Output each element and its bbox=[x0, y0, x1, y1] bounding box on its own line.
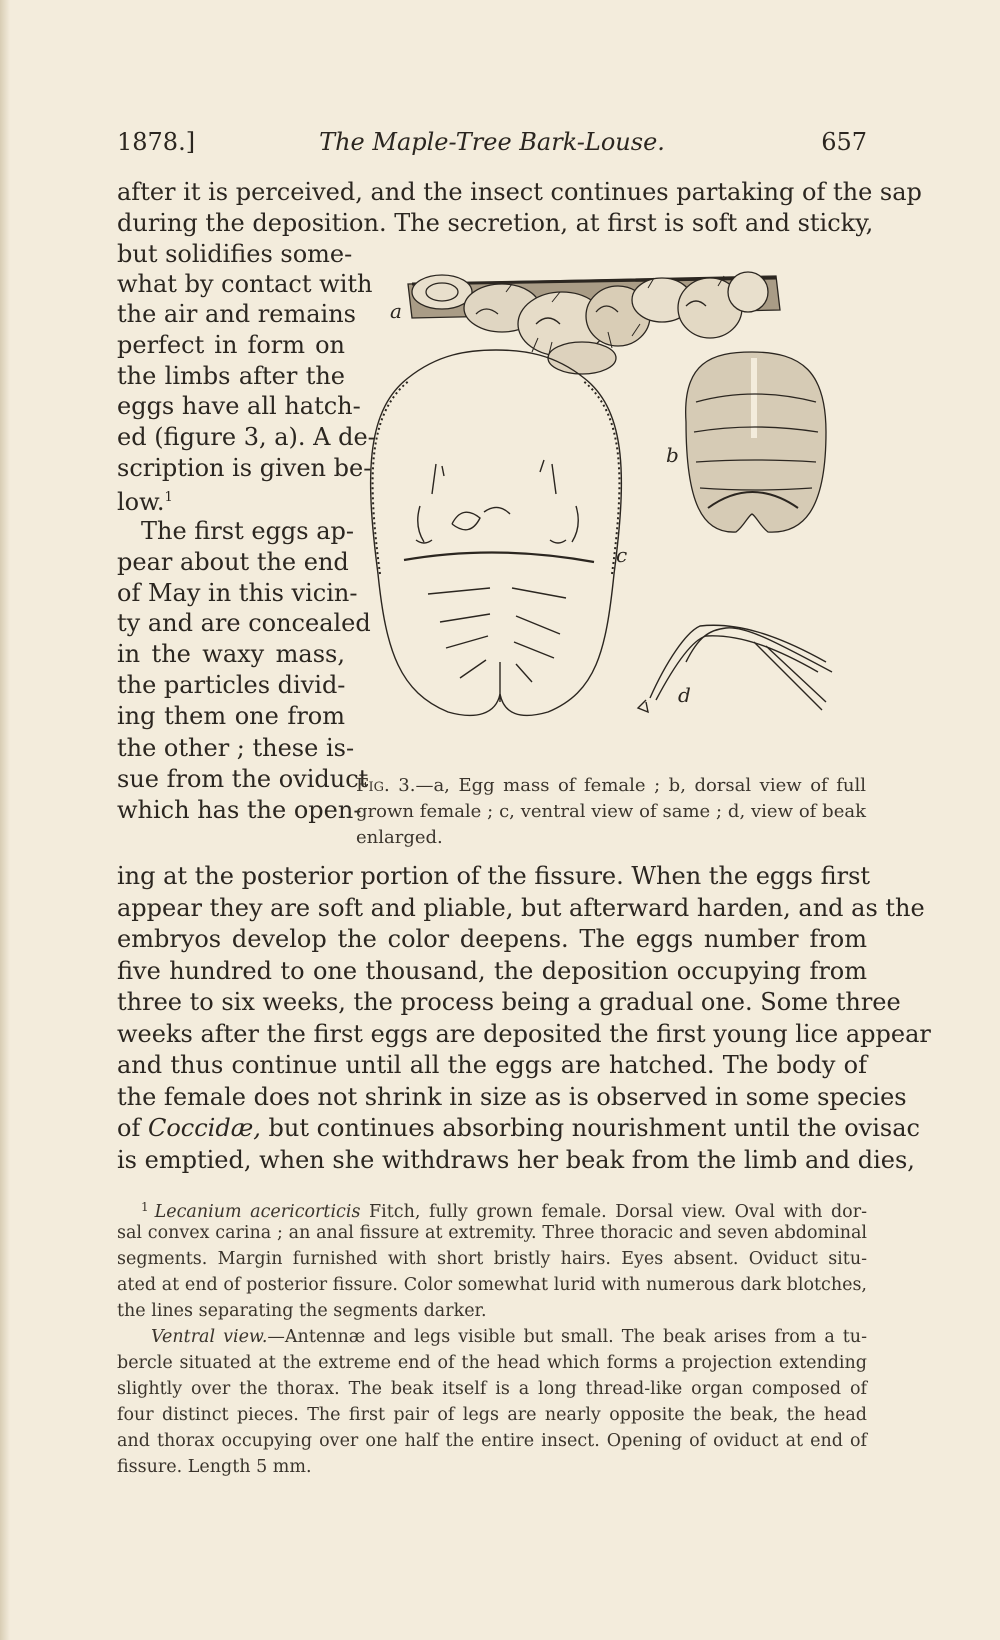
label-c: c bbox=[616, 543, 628, 567]
figure-3 bbox=[356, 262, 866, 762]
wrap-line: The first eggs ap- bbox=[141, 517, 355, 545]
footnote-line: sal convex carina ; an anal fissure at extremity. Three thoracic and seven abdominal bbox=[117, 1223, 867, 1243]
label-d: d bbox=[678, 683, 691, 707]
footnote-line: and thorax occupying over one half the entire insect. Opening of oviduct at end of bbox=[117, 1431, 867, 1451]
wrap-line: but solidifies some- bbox=[117, 240, 353, 268]
body-line: the female does not shrink in size as is observed in some species bbox=[117, 1083, 907, 1111]
wrap-line: the particles divid- bbox=[117, 671, 346, 699]
footnote-line: slightly over the thorax. The beak itself is a long thread-like organ composed of bbox=[117, 1379, 867, 1399]
footnote-number: 1 bbox=[141, 1200, 149, 1214]
footnote-marker: 1 bbox=[164, 490, 173, 505]
footnote-text: Fitch, fully grown female. Dorsal view. Oval with dor- bbox=[369, 1202, 867, 1222]
header-title: The Maple-Tree Bark-Louse. bbox=[319, 128, 665, 156]
caption-line: enlarged. bbox=[356, 827, 443, 848]
wrap-line: the air and remains bbox=[117, 300, 356, 328]
caption-line: grown female ; c, ventral view of same ; d, view of beak bbox=[356, 801, 866, 822]
body-line: three to six weeks, the process being a gradual one. Some three bbox=[117, 988, 901, 1016]
beak-drawing bbox=[638, 625, 832, 712]
body-text: of bbox=[117, 1114, 148, 1142]
footnote-line: bercle situated at the extreme end of the head which forms a projection extending bbox=[117, 1353, 867, 1373]
wrap-line bbox=[117, 482, 345, 518]
wrap-line: the other ; these is- bbox=[117, 734, 355, 762]
body-line: ing at the posterior portion of the fissure. When the eggs first bbox=[117, 862, 871, 890]
label-b: b bbox=[666, 443, 679, 467]
footnote-line: fissure. Length 5 mm. bbox=[117, 1457, 312, 1477]
body-line: after it is perceived, and the insect continues partaking of the sap bbox=[117, 178, 922, 206]
wrap-line: ty and are concealed bbox=[117, 609, 371, 637]
wrap-line: ing them one from bbox=[117, 702, 345, 730]
body-line: weeks after the first eggs are deposited the first young lice appear bbox=[117, 1020, 931, 1048]
running-header bbox=[117, 128, 867, 162]
footnote-line bbox=[117, 1324, 867, 1350]
body-line: five hundred to one thousand, the deposition occupying from bbox=[117, 957, 867, 985]
wrap-line: of May in this vicin- bbox=[117, 579, 358, 607]
body-line: appear they are soft and pliable, but afterward harden, and as the bbox=[117, 894, 925, 922]
footnote-text: —Antennæ and legs visible but small. The beak arises from a tu- bbox=[267, 1327, 867, 1347]
wrap-line: perfect in form on bbox=[117, 331, 345, 359]
wrap-line: the limbs after the bbox=[117, 362, 345, 390]
wrap-line: eggs have all hatch- bbox=[117, 392, 361, 420]
header-year: 1878.] bbox=[117, 128, 196, 156]
body-line bbox=[117, 1112, 920, 1144]
wrap-line: ed (figure 3, a). A de- bbox=[117, 423, 376, 451]
wrap-line: pear about the end bbox=[117, 548, 349, 576]
footnote-line: four distinct pieces. The first pair of legs are nearly opposite the beak, the head bbox=[117, 1405, 867, 1425]
ventral-view-drawing bbox=[371, 350, 622, 715]
page-edge bbox=[0, 0, 10, 1640]
wrap-line: what by contact with bbox=[117, 270, 373, 298]
footnote-ventral-label: Ventral view. bbox=[151, 1327, 268, 1347]
page-number: 657 bbox=[821, 128, 867, 156]
caption-fig-label: Fig. 3. bbox=[356, 775, 416, 796]
wrap-line: scription is given be- bbox=[117, 454, 372, 482]
caption-line bbox=[356, 773, 866, 799]
wrap-line: in the waxy mass, bbox=[117, 640, 345, 668]
footnote-species: Lecanium acericorticis bbox=[154, 1202, 361, 1222]
body-line: during the deposition. The secretion, at first is soft and sticky, bbox=[117, 209, 874, 237]
dorsal-view-drawing bbox=[686, 352, 826, 532]
figure-illustration bbox=[356, 262, 866, 762]
wrap-line-text: low. bbox=[117, 488, 165, 516]
footnote-line: ated at end of posterior fissure. Color somewhat lurid with numerous dark blotches, bbox=[117, 1275, 867, 1295]
footnote-line: segments. Margin furnished with short bristly hairs. Eyes absent. Oviduct situ- bbox=[117, 1249, 867, 1269]
body-text: but continues absorbing nourishment until the ovisac bbox=[260, 1114, 920, 1142]
taxon-coccidae: Coccidæ, bbox=[147, 1114, 261, 1142]
wrap-line: which has the open- bbox=[117, 796, 362, 824]
body-line: embryos develop the color deepens. The eggs number from bbox=[117, 925, 867, 953]
caption-line-1: —a, Egg mass of female ; b, dorsal view of full bbox=[415, 775, 866, 796]
wrap-line: sue from the oviduct bbox=[117, 765, 369, 793]
label-a: a bbox=[390, 299, 402, 323]
body-line: is emptied, when she withdraws her beak from the limb and dies, bbox=[117, 1146, 915, 1174]
body-line: and thus continue until all the eggs are hatched. The body of bbox=[117, 1051, 867, 1079]
footnote-line: the lines separating the segments darker. bbox=[117, 1301, 487, 1321]
